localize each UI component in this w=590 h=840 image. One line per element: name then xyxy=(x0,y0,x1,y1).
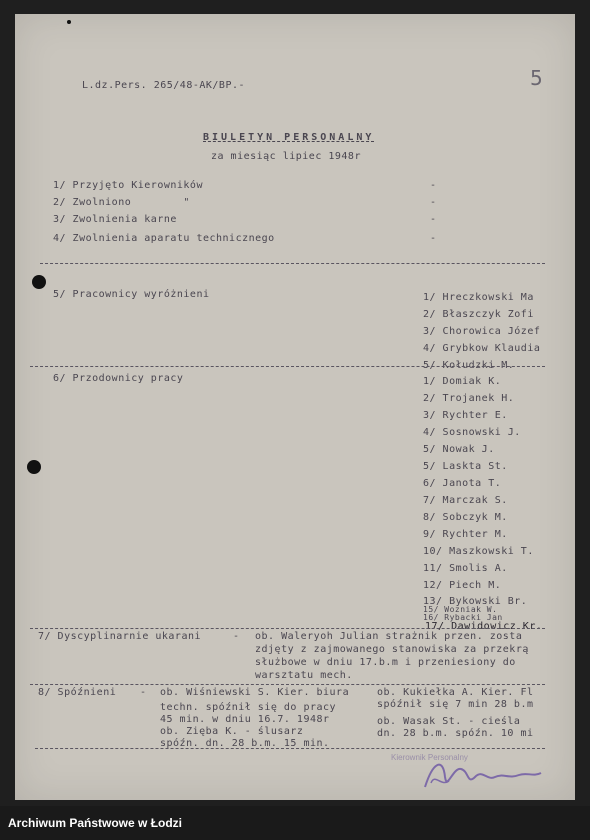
top-worker: 13/ Bykowski Br. xyxy=(423,596,528,607)
late-entry-line: ob. Wiśniewski S. Kier. biura xyxy=(160,687,350,698)
section-divider xyxy=(40,263,545,264)
section-7-line: warsztatu mech. xyxy=(255,670,353,681)
item-4-label: 4/ Zwolnienia aparatu technicznego xyxy=(53,233,275,244)
item-3-value: - xyxy=(430,214,437,225)
document-title: BIULETYN PERSONALNY xyxy=(203,132,375,143)
section-7-label: 7/ Dyscyplinarnie ukarani xyxy=(38,631,202,642)
top-worker: 3/ Rychter E. xyxy=(423,410,508,421)
corner-mark xyxy=(67,20,71,24)
distinguished-worker: 4/ Grybkow Klaudia xyxy=(423,343,541,354)
top-worker: 16/ Rybacki Jan xyxy=(423,613,503,622)
section-divider xyxy=(30,366,545,367)
section-8-dash: - xyxy=(140,687,147,698)
top-worker: 5/ Nowak J. xyxy=(423,444,495,455)
signature-icon xyxy=(383,747,553,797)
top-worker: 4/ Sosnowski J. xyxy=(423,427,521,438)
section-divider xyxy=(30,684,545,685)
section-5-label: 5/ Pracownicy wyróżnieni xyxy=(53,289,210,300)
reference-number: L.dz.Pers. 265/48-AK/BP.- xyxy=(82,80,246,91)
top-worker: 8/ Sobczyk M. xyxy=(423,512,508,523)
top-worker: 11/ Smolis A. xyxy=(423,563,508,574)
distinguished-worker: 5/ Kołudzki M. xyxy=(423,360,515,371)
late-entry-line: ob. Wasak St. - cieśla xyxy=(377,716,521,727)
late-entry-line: ob. Zięba K. - ślusarz xyxy=(160,726,304,737)
top-worker: 9/ Rychter M. xyxy=(423,529,508,540)
top-worker: 5/ Laskta St. xyxy=(423,461,508,472)
document-subtitle: za miesiąc lipiec 1948r xyxy=(211,151,361,162)
top-worker: 6/ Janota T. xyxy=(423,478,502,489)
archive-footer xyxy=(0,806,590,840)
late-entry-line: 45 min. w dniu 16.7. 1948r xyxy=(160,714,330,725)
distinguished-worker: 3/ Chorowica Józef xyxy=(423,326,541,337)
late-entry-line: spóźnił się 7 min 28 b.m xyxy=(377,699,534,710)
document-page xyxy=(15,14,575,800)
stamp-text: Kierownik Personalny xyxy=(391,753,468,762)
item-2-value: - xyxy=(430,197,437,208)
late-entry-line: techn. spóźnił się do pracy xyxy=(160,702,337,713)
top-worker: 2/ Trojanek H. xyxy=(423,393,515,404)
late-entry-line: spóźn. dn. 28 b.m. 15 min. xyxy=(160,738,330,749)
late-entry-line: ob. Kukiełka A. Kier. Fl xyxy=(377,687,534,698)
page-number: 5 xyxy=(530,66,543,90)
item-2-label: 2/ Zwolniono " xyxy=(53,197,190,208)
section-7-line: służbowe w dniu 17.b.m i przeniesiony do xyxy=(255,657,516,668)
section-7-line: zdjęty z zajmowanego stanowiska za przekrą xyxy=(255,644,529,655)
item-3-label: 3/ Zwolnienia karne xyxy=(53,214,177,225)
section-7-line: ob. Waleryoh Julian strażnik przen. zosta xyxy=(255,631,523,642)
item-1-label: 1/ Przyjęto Kierowników xyxy=(53,180,203,191)
punch-hole-top xyxy=(32,275,46,289)
section-divider xyxy=(30,628,545,629)
item-1-value: - xyxy=(430,180,437,191)
punch-hole-bottom xyxy=(27,460,41,474)
top-worker: 10/ Maszkowski T. xyxy=(423,546,534,557)
top-worker: 7/ Marczak S. xyxy=(423,495,508,506)
top-worker: 12/ Piech M. xyxy=(423,580,502,591)
section-8-label: 8/ Spóźnieni xyxy=(38,687,117,698)
official-stamp xyxy=(383,747,553,797)
section-6-label: 6/ Przodownicy pracy xyxy=(53,373,184,384)
top-worker: 15/ Wozniak W. xyxy=(423,605,498,614)
archive-name: Archiwum Państwowe w Łodzi xyxy=(8,816,183,830)
section-7-dash: - xyxy=(233,631,240,642)
item-4-value: - xyxy=(430,233,437,244)
distinguished-worker: 2/ Błaszczyk Zofi xyxy=(423,309,534,320)
top-worker: 17/ Dawidowicz Kr. xyxy=(425,621,543,632)
top-worker: 1/ Domiak K. xyxy=(423,376,502,387)
distinguished-worker: 1/ Hreczkowski Ma xyxy=(423,292,534,303)
late-entry-line: dn. 28 b.m. spóźn. 10 mi xyxy=(377,728,534,739)
